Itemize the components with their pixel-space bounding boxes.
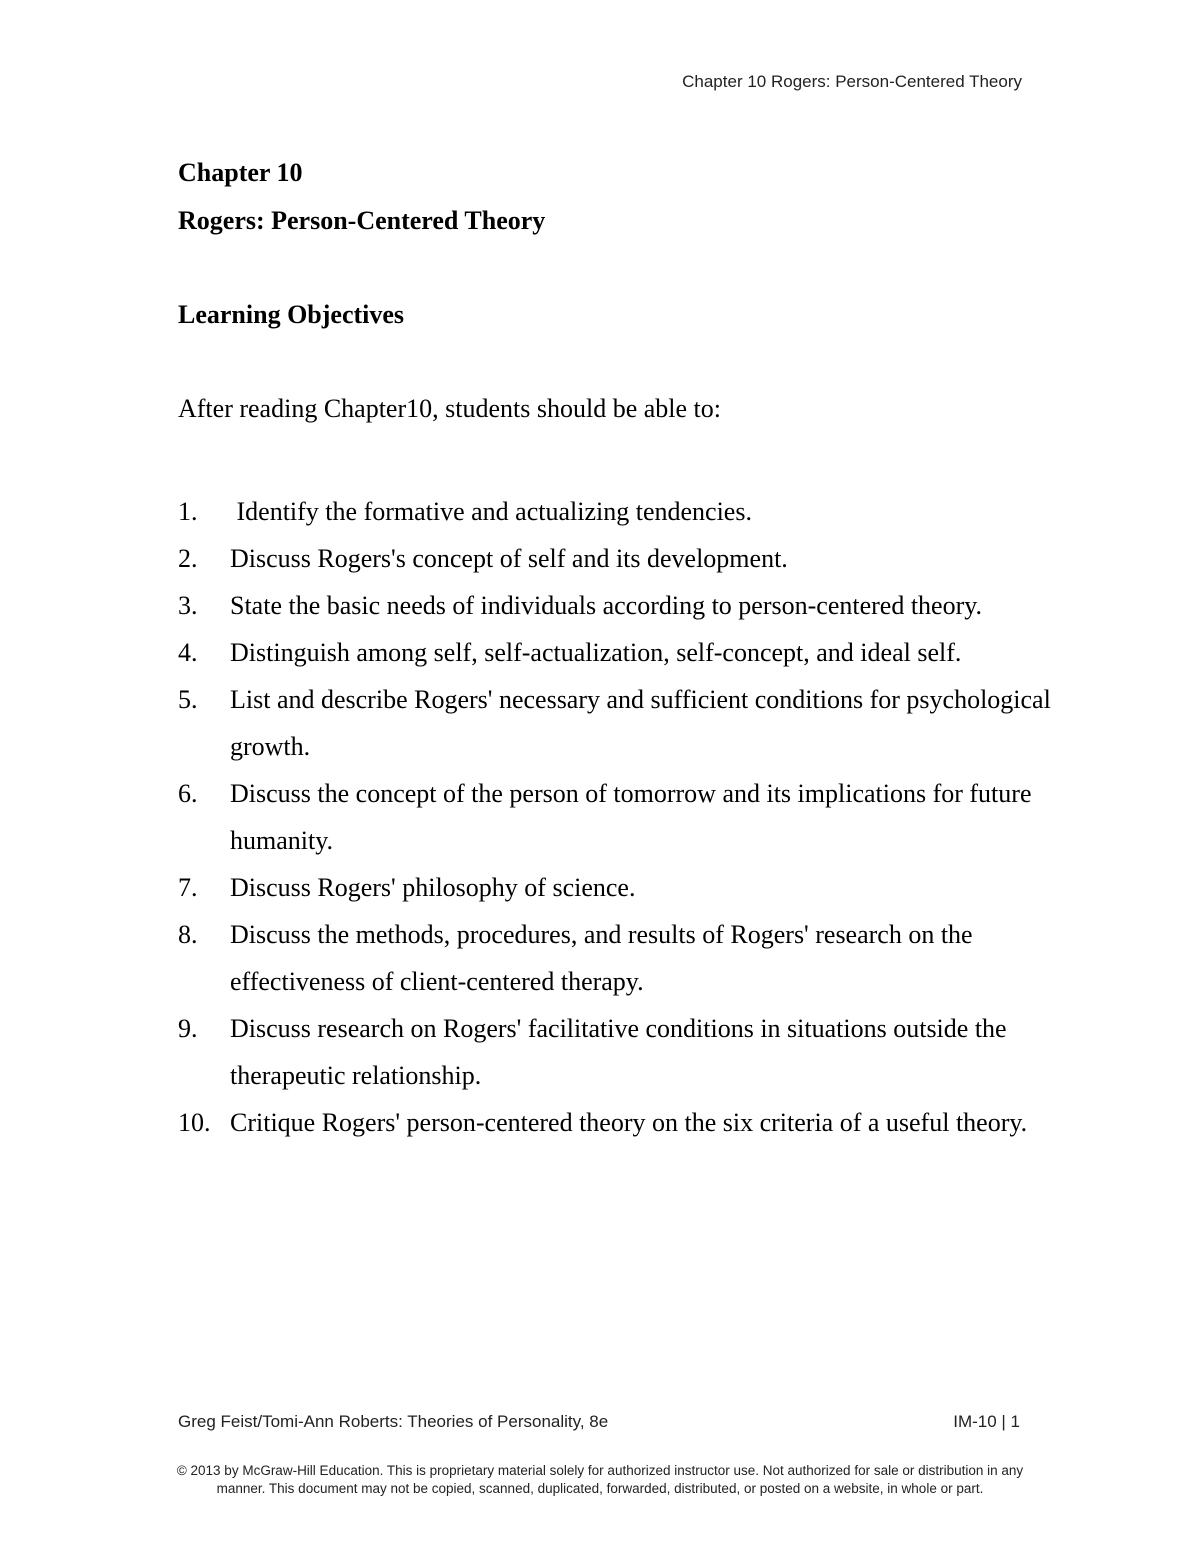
item-text: Discuss the methods, procedures, and results of Rogers' research on the effectiveness of client-centered therapy.	[230, 920, 973, 996]
item-number: 6.	[178, 779, 198, 808]
item-text: Distinguish among self, self-actualization, self-concept, and ideal self.	[230, 638, 962, 667]
item-number: 5.	[178, 685, 198, 714]
chapter-number: Chapter 10	[178, 158, 303, 187]
list-item	[178, 535, 1058, 582]
objectives-list	[178, 488, 1058, 1146]
item-number: 4.	[178, 638, 198, 667]
item-text: Discuss research on Rogers' facilitative conditions in situations outside the therapeutic relationship.	[230, 1014, 1007, 1090]
list-item	[178, 911, 1058, 1005]
item-number: 8.	[178, 920, 198, 949]
section-heading: Learning Objectives	[178, 300, 405, 329]
running-header: Chapter 10 Rogers: Person-Centered Theory	[682, 72, 1022, 91]
item-text: List and describe Rogers' necessary and sufficient conditions for psychological growth.	[230, 685, 1051, 761]
item-text: Identify the formative and actualizing tendencies.	[230, 497, 752, 526]
item-number: 10.	[178, 1108, 211, 1137]
copyright-notice: © 2013 by McGraw-Hill Education. This is proprietary material solely for authorized instructor use. Not authorized for sale or distribution in any manner. This document may not be copied, scanned, duplicated, forwarded, distributed, or posted on a website, in whole or part.	[176, 1463, 1024, 1496]
item-text: Discuss the concept of the person of tomorrow and its implications for future humanity.	[230, 779, 1032, 855]
item-number: 2.	[178, 544, 198, 573]
list-item	[178, 864, 1058, 911]
item-number: 9.	[178, 1014, 198, 1043]
item-number: 1.	[178, 497, 198, 526]
item-text: Critique Rogers' person-centered theory on the six criteria of a useful theory.	[230, 1108, 1028, 1137]
footer-book-credit: Greg Feist/Tomi-Ann Roberts: Theories of Personality, 8e	[178, 1412, 609, 1431]
chapter-title: Rogers: Person-Centered Theory	[178, 206, 546, 235]
item-number: 3.	[178, 591, 198, 620]
item-number: 7.	[178, 873, 198, 902]
list-item	[178, 629, 1058, 676]
item-text: Discuss Rogers' philosophy of science.	[230, 873, 636, 902]
list-item	[178, 770, 1058, 864]
item-text: Discuss Rogers's concept of self and its development.	[230, 544, 788, 573]
list-item	[178, 1005, 1058, 1099]
list-item	[178, 582, 1058, 629]
footer-page-number: IM-10 | 1	[953, 1412, 1020, 1431]
list-item	[178, 676, 1058, 770]
item-text: State the basic needs of individuals according to person-centered theory.	[230, 591, 983, 620]
intro-sentence: After reading Chapter10, students should be able to:	[178, 394, 721, 423]
list-item	[178, 1099, 1058, 1146]
list-item	[178, 488, 1058, 535]
